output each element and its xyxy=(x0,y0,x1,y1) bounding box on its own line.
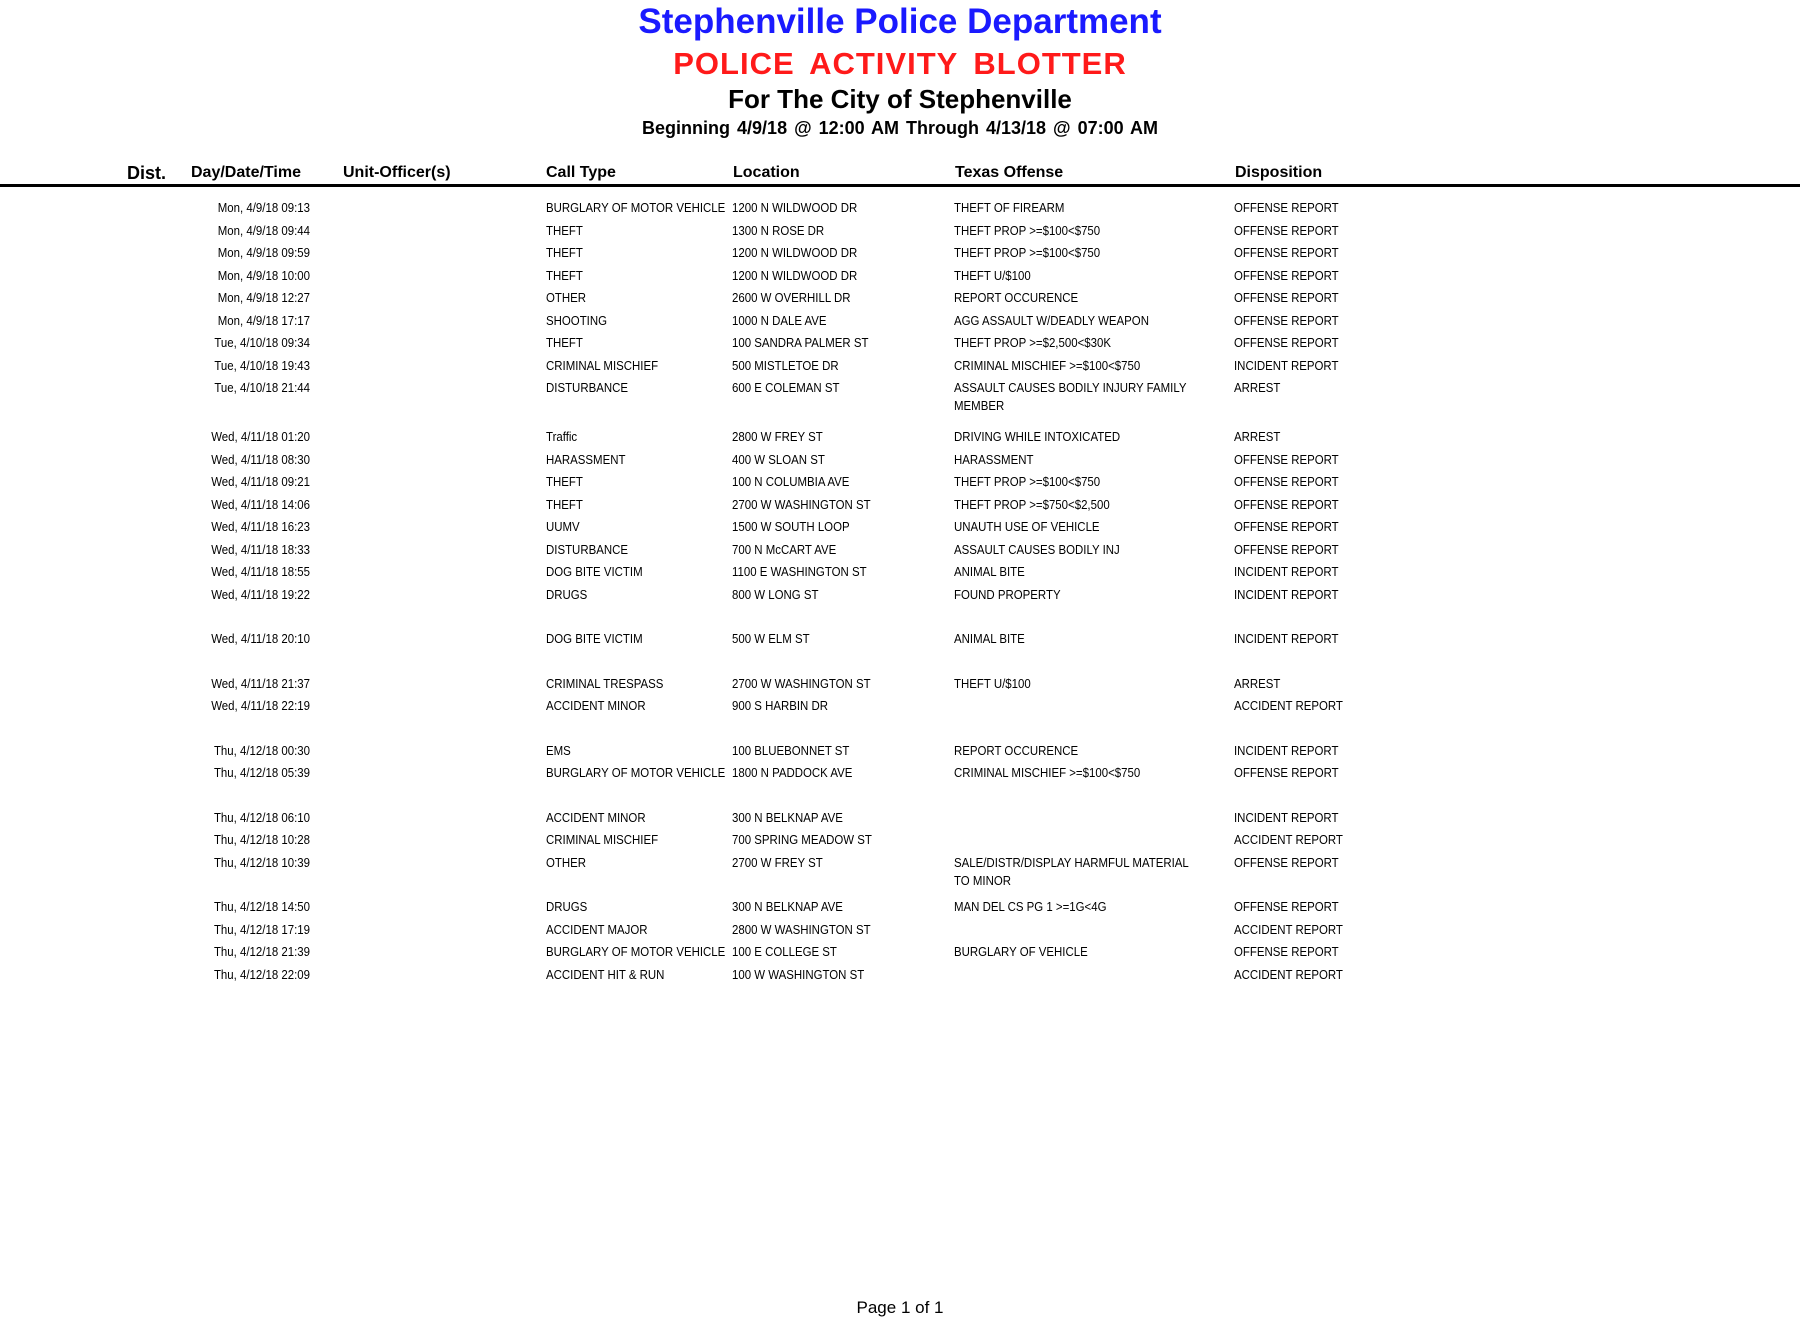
table-row xyxy=(0,806,1800,829)
location-cell: 900 S HARBIN DR xyxy=(732,698,829,713)
location-cell: 100 E COLLEGE ST xyxy=(732,944,837,959)
offense-cell: THEFT U/$100 xyxy=(954,675,1031,691)
table-row xyxy=(0,376,1800,425)
location-cell: 2600 W OVERHILL DR xyxy=(732,290,851,305)
location-cell: 2700 W WASHINGTON ST xyxy=(732,675,871,691)
disposition-cell: ARREST xyxy=(1234,380,1281,395)
datetime-cell: Wed, 4/11/18 19:22 xyxy=(211,586,310,602)
location-cell: 1300 N ROSE DR xyxy=(732,222,825,238)
blotter-table xyxy=(0,196,1800,985)
offense-cell: BURGLARY OF VEHICLE xyxy=(954,944,1088,959)
table-row xyxy=(0,241,1800,264)
disposition-cell: INCIDENT REPORT xyxy=(1234,742,1339,758)
call-type-cell: THEFT xyxy=(546,267,583,283)
call-type-cell: OTHER xyxy=(546,290,587,305)
disposition-cell: OFFENSE REPORT xyxy=(1234,451,1339,467)
location-cell: 600 E COLEMAN ST xyxy=(732,380,840,395)
location-cell: 100 W WASHINGTON ST xyxy=(732,966,865,982)
offense-cell: ASSAULT CAUSES BODILY INJ xyxy=(954,541,1120,557)
call-type-cell: CRIMINAL MISCHIEF xyxy=(546,357,659,373)
datetime-cell: Tue, 4/10/18 21:44 xyxy=(214,380,310,395)
call-type-cell: THEFT xyxy=(546,335,583,350)
offense-cell: CRIMINAL MISCHIEF >=$100<$750 xyxy=(954,765,1141,780)
call-type-cell: DOG BITE VICTIM xyxy=(546,564,643,579)
call-type-cell: HARASSMENT xyxy=(546,451,626,467)
datetime-cell: Thu, 4/12/18 21:39 xyxy=(213,944,310,959)
call-type-cell: OTHER xyxy=(546,854,587,870)
call-type-cell: ACCIDENT MINOR xyxy=(546,809,646,825)
datetime-cell: Thu, 4/12/18 17:19 xyxy=(213,921,310,937)
datetime-cell: Wed, 4/11/18 18:55 xyxy=(211,564,310,579)
datetime-cell: Tue, 4/10/18 09:34 xyxy=(214,335,310,350)
table-row xyxy=(0,196,1800,219)
table-row xyxy=(0,895,1800,918)
disposition-cell: OFFENSE REPORT xyxy=(1234,944,1339,959)
datetime-cell: Thu, 4/12/18 10:39 xyxy=(213,854,310,870)
table-row xyxy=(0,493,1800,516)
column-header-texas-offense: Texas Offense xyxy=(955,164,1064,181)
table-row xyxy=(0,331,1800,354)
call-type-cell: SHOOTING xyxy=(546,312,608,328)
table-row xyxy=(0,851,1800,896)
datetime-cell: Mon, 4/9/18 09:44 xyxy=(217,222,310,238)
offense-cell: THEFT PROP >=$100<$750 xyxy=(954,222,1101,238)
location-cell: 300 N BELKNAP AVE xyxy=(732,899,843,914)
location-cell: 1200 N WILDWOOD DR xyxy=(732,200,858,215)
datetime-cell: Tue, 4/10/18 19:43 xyxy=(214,357,310,373)
datetime-cell: Wed, 4/11/18 18:33 xyxy=(211,541,310,557)
location-cell: 100 BLUEBONNET ST xyxy=(732,742,850,758)
call-type-cell: CRIMINAL MISCHIEF xyxy=(546,832,659,847)
table-row xyxy=(0,309,1800,332)
location-cell: 1500 W SOUTH LOOP xyxy=(732,519,850,534)
page-number: Page 1 of 1 xyxy=(856,1298,944,1317)
offense-cell: REPORT OCCURENCE xyxy=(954,290,1079,305)
datetime-cell: Thu, 4/12/18 06:10 xyxy=(213,809,310,825)
location-cell: 1200 N WILDWOOD DR xyxy=(732,245,858,260)
location-cell: 800 W LONG ST xyxy=(732,586,819,602)
datetime-cell: Thu, 4/12/18 00:30 xyxy=(213,742,310,758)
offense-cell: UNAUTH USE OF VEHICLE xyxy=(954,519,1100,534)
report-subtitle: POLICE ACTIVITY BLOTTER xyxy=(673,46,1127,81)
disposition-cell: ACCIDENT REPORT xyxy=(1234,921,1343,937)
table-row xyxy=(0,354,1800,377)
report-period: Beginning 4/9/18 @ 12:00 AM Through 4/13/18 @ 07:00 AM xyxy=(642,118,1158,138)
call-type-cell: DOG BITE VICTIM xyxy=(546,631,643,646)
disposition-cell: OFFENSE REPORT xyxy=(1234,267,1339,283)
call-type-cell: THEFT xyxy=(546,474,583,489)
offense-cell: FOUND PROPERTY xyxy=(954,586,1061,602)
disposition-cell: INCIDENT REPORT xyxy=(1234,564,1339,579)
disposition-cell: OFFENSE REPORT xyxy=(1234,854,1339,870)
call-type-cell: ACCIDENT MAJOR xyxy=(546,921,648,937)
datetime-cell: Wed, 4/11/18 16:23 xyxy=(211,519,310,534)
offense-cell: HARASSMENT xyxy=(954,451,1034,467)
datetime-cell: Wed, 4/11/18 01:20 xyxy=(211,429,310,444)
disposition-cell: OFFENSE REPORT xyxy=(1234,519,1339,534)
table-row xyxy=(0,627,1800,672)
disposition-cell: OFFENSE REPORT xyxy=(1234,312,1339,328)
datetime-cell: Mon, 4/9/18 17:17 xyxy=(217,312,310,328)
column-header-disposition: Disposition xyxy=(1235,164,1323,181)
offense-cell: ASSAULT CAUSES BODILY INJURY FAMILY MEMBER xyxy=(954,380,1187,413)
location-cell: 2700 W WASHINGTON ST xyxy=(732,496,871,512)
datetime-cell: Mon, 4/9/18 12:27 xyxy=(217,290,310,305)
table-row xyxy=(0,761,1800,806)
table-row xyxy=(0,219,1800,242)
column-header-dist: Dist. xyxy=(127,163,167,183)
table-row xyxy=(0,425,1800,448)
location-cell: 400 W SLOAN ST xyxy=(732,451,825,467)
disposition-cell: OFFENSE REPORT xyxy=(1234,245,1339,260)
datetime-cell: Wed, 4/11/18 21:37 xyxy=(211,675,310,691)
datetime-cell: Mon, 4/9/18 09:59 xyxy=(217,245,310,260)
table-row xyxy=(0,672,1800,695)
offense-cell: REPORT OCCURENCE xyxy=(954,742,1079,758)
call-type-cell: DRUGS xyxy=(546,899,588,914)
call-type-cell: BURGLARY OF MOTOR VEHICLE xyxy=(546,944,726,959)
call-type-cell: ACCIDENT HIT & RUN xyxy=(546,966,665,982)
call-type-cell: THEFT xyxy=(546,496,583,512)
datetime-cell: Wed, 4/11/18 22:19 xyxy=(211,698,310,713)
call-type-cell: BURGLARY OF MOTOR VEHICLE xyxy=(546,200,726,215)
report-city: For The City of Stephenville xyxy=(728,84,1072,114)
report-title: Stephenville Police Department xyxy=(638,2,1162,41)
location-cell: 1100 E WASHINGTON ST xyxy=(732,564,867,579)
call-type-cell: DISTURBANCE xyxy=(546,541,629,557)
disposition-cell: INCIDENT REPORT xyxy=(1234,357,1339,373)
offense-cell: THEFT OF FIREARM xyxy=(954,200,1065,215)
offense-cell: CRIMINAL MISCHIEF >=$100<$750 xyxy=(954,357,1141,373)
disposition-cell: OFFENSE REPORT xyxy=(1234,222,1339,238)
datetime-cell: Wed, 4/11/18 14:06 xyxy=(211,496,310,512)
call-type-cell: EMS xyxy=(546,742,571,758)
location-cell: 700 N McCART AVE xyxy=(732,541,837,557)
call-type-cell: UUMV xyxy=(546,519,580,534)
location-cell: 100 SANDRA PALMER ST xyxy=(732,335,869,350)
table-row xyxy=(0,828,1800,851)
call-type-cell: ACCIDENT MINOR xyxy=(546,698,646,713)
offense-cell: THEFT PROP >=$750<$2,500 xyxy=(954,496,1110,512)
call-type-cell: DISTURBANCE xyxy=(546,380,629,395)
table-row xyxy=(0,538,1800,561)
offense-cell: THEFT PROP >=$2,500<$30K xyxy=(954,335,1111,350)
location-cell: 500 W ELM ST xyxy=(732,631,810,646)
location-cell: 2800 W WASHINGTON ST xyxy=(732,921,871,937)
datetime-cell: Thu, 4/12/18 05:39 xyxy=(213,765,310,780)
offense-cell: DRIVING WHILE INTOXICATED xyxy=(954,429,1121,444)
offense-cell: THEFT PROP >=$100<$750 xyxy=(954,245,1101,260)
call-type-cell: CRIMINAL TRESPASS xyxy=(546,675,664,691)
location-cell: 500 MISTLETOE DR xyxy=(732,357,839,373)
table-row xyxy=(0,286,1800,309)
table-row xyxy=(0,583,1800,628)
table-row xyxy=(0,739,1800,762)
disposition-cell: OFFENSE REPORT xyxy=(1234,200,1339,215)
disposition-cell: ACCIDENT REPORT xyxy=(1234,832,1343,847)
disposition-cell: INCIDENT REPORT xyxy=(1234,586,1339,602)
disposition-cell: OFFENSE REPORT xyxy=(1234,541,1339,557)
call-type-cell: DRUGS xyxy=(546,586,588,602)
column-header-call-type: Call Type xyxy=(546,164,616,181)
table-row xyxy=(0,560,1800,583)
disposition-cell: ACCIDENT REPORT xyxy=(1234,966,1343,982)
table-row xyxy=(0,470,1800,493)
call-type-cell: THEFT xyxy=(546,222,583,238)
disposition-cell: INCIDENT REPORT xyxy=(1234,809,1339,825)
call-type-cell: THEFT xyxy=(546,245,583,260)
disposition-cell: ARREST xyxy=(1234,675,1281,691)
location-cell: 2700 W FREY ST xyxy=(732,854,823,870)
column-header-datetime: Day/Date/Time xyxy=(191,164,301,181)
table-row xyxy=(0,918,1800,941)
location-cell: 1000 N DALE AVE xyxy=(732,312,827,328)
datetime-cell: Wed, 4/11/18 09:21 xyxy=(211,474,310,489)
disposition-cell: OFFENSE REPORT xyxy=(1234,496,1339,512)
disposition-cell: ARREST xyxy=(1234,429,1281,444)
table-row xyxy=(0,264,1800,287)
offense-cell: THEFT PROP >=$100<$750 xyxy=(954,474,1101,489)
disposition-cell: OFFENSE REPORT xyxy=(1234,899,1339,914)
offense-cell: MAN DEL CS PG 1 >=1G<4G xyxy=(954,899,1107,914)
disposition-cell: OFFENSE REPORT xyxy=(1234,290,1339,305)
disposition-cell: INCIDENT REPORT xyxy=(1234,631,1339,646)
location-cell: 700 SPRING MEADOW ST xyxy=(732,832,872,847)
offense-cell: AGG ASSAULT W/DEADLY WEAPON xyxy=(954,312,1149,328)
datetime-cell: Thu, 4/12/18 14:50 xyxy=(213,899,310,914)
column-header-unit-officers: Unit-Officer(s) xyxy=(343,164,451,181)
offense-cell: THEFT U/$100 xyxy=(954,267,1031,283)
table-row xyxy=(0,448,1800,471)
call-type-cell: Traffic xyxy=(546,429,578,444)
datetime-cell: Mon, 4/9/18 09:13 xyxy=(217,200,310,215)
datetime-cell: Wed, 4/11/18 08:30 xyxy=(211,451,310,467)
table-row xyxy=(0,940,1800,963)
disposition-cell: OFFENSE REPORT xyxy=(1234,474,1339,489)
disposition-cell: ACCIDENT REPORT xyxy=(1234,698,1343,713)
datetime-cell: Thu, 4/12/18 10:28 xyxy=(213,832,310,847)
location-cell: 1800 N PADDOCK AVE xyxy=(732,765,853,780)
location-cell: 300 N BELKNAP AVE xyxy=(732,809,843,825)
disposition-cell: OFFENSE REPORT xyxy=(1234,765,1339,780)
table-row xyxy=(0,963,1800,986)
location-cell: 2800 W FREY ST xyxy=(732,429,823,444)
offense-cell: ANIMAL BITE xyxy=(954,631,1025,646)
datetime-cell: Thu, 4/12/18 22:09 xyxy=(213,966,310,982)
header-rule xyxy=(0,184,1800,187)
datetime-cell: Mon, 4/9/18 10:00 xyxy=(217,267,310,283)
location-cell: 1200 N WILDWOOD DR xyxy=(732,267,858,283)
column-header-location: Location xyxy=(733,164,800,181)
offense-cell: ANIMAL BITE xyxy=(954,564,1025,579)
offense-cell: SALE/DISTR/DISPLAY HARMFUL MATERIAL TO MINOR xyxy=(954,854,1189,888)
table-row xyxy=(0,515,1800,538)
location-cell: 100 N COLUMBIA AVE xyxy=(732,474,850,489)
call-type-cell: BURGLARY OF MOTOR VEHICLE xyxy=(546,765,726,780)
table-row xyxy=(0,694,1800,739)
datetime-cell: Wed, 4/11/18 20:10 xyxy=(211,631,310,646)
disposition-cell: OFFENSE REPORT xyxy=(1234,335,1339,350)
